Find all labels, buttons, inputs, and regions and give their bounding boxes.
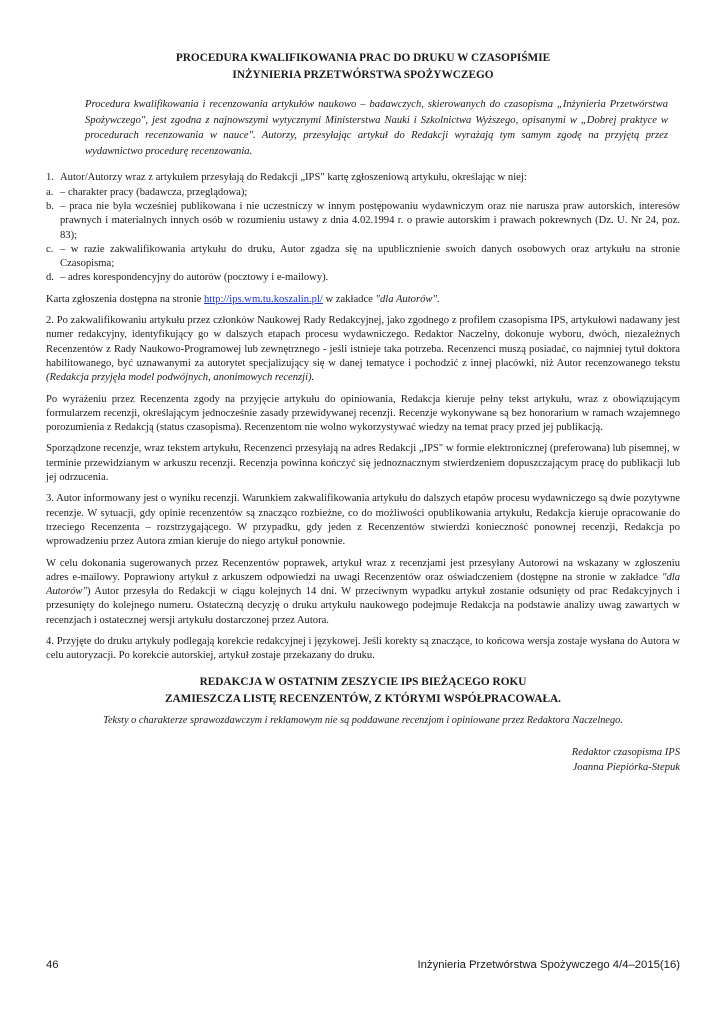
journal-citation: Inżynieria Przetwórstwa Spożywczego 4/4–2015(16) [417,959,680,971]
signature-role: Redaktor czasopisma IPS [571,746,680,758]
intro-paragraph: Procedura kwalifikowania i recenzowania artykułów naukowo – badawczych, skierowanych do czasopisma „Inżynieria Przetwórstwa Spożywczego", jest zgodna z najnowszymi wytycznymi Ministerstwa Nauki i Szkolnictwa Wyższego, opisanymi w „Dobrej praktyce w procedurach recenzowania w nauce". Autorzy, przesyłając artykuł do Redakcji wyrażają tym samym zgodę na przyjętą przez wydawnictwo procedurę recenzowania. [85,99,668,157]
card-end: . [436,293,440,305]
section-2-paragraph-2: Po wyrażeniu przez Recenzenta zgody na przyjęcie artykułu do opiniowania, Redakcja kieruje pełny tekst artykułu, wraz z obowiązującym formularzem recenzji, określającym jednocześnie zasady przewidywanej recenzji. Recenzje wykonywane są bez honorarium w ramach wzajemnego porozumienia z Redakcją (status czasopisma). Recenzentom nie wolno wykorzystywać wiedzy na temat pracy przed jej publikacją. [46,393,680,434]
page-number: 46 [46,959,59,971]
announcement-line-1: REDAKCJA W OSTATNIM ZESZYCIE IPS BIEŻĄCEGO ROKU [199,675,527,688]
page-title [46,50,680,84]
list-item-text: – adres korespondencyjny do autorów (pocztowy i e-mailowy). [60,272,329,284]
section-1-text: Autor/Autorzy wraz z artykułem przesyłają do Redakcji „IPS" kartę zgłoszeniową artykułu, określając w niej: [60,172,527,184]
list-item-label: c. [46,243,54,255]
card-tab-name: "dla Autorów" [375,293,437,305]
section-4-paragraph: 4. Przyjęte do druku artykuły podlegają korekcie redakcyjnej i językowej. Jeśli korekty są znaczące, to końcowa wersja zostaje wysłana do Autora w celu autoryzacji. Po korekcie autorskiej, artykuł zostaje przekazany do druku. [46,635,680,662]
list-item-label: a. [46,186,54,198]
section-3-text-start: W celu dokonania sugerowanych przez Recenzentów poprawek, artykuł wraz z recenzjami jest przesyłany Autorowi na wskazany w zgłoszeniu adres e-mailowy. Poprawiony artykuł z arkuszem odpowiedzi na uwagi Recenzentów oraz oświadczeniem (dostępne na stronie w zakładce [46,557,680,583]
section-2-paragraph-3: Sporządzone recenzje, wraz tekstem artykułu, Recenzenci przesyłają na adres Redakcji „IPS" w formie elektronicznej (preferowana) lub pisemnej, w terminie przewidzianym w arkuszu recenzji. Recenzja powinna kończyć się jednoznacznym stwierdzeniem dopuszczającym pracę do publikacji lub jej odrzucenia. [46,443,680,484]
section-2-paragraph-1 [46,314,680,385]
list-item-label: b. [46,200,54,212]
signature-block [46,745,680,775]
non-review-note: Teksty o charakterze sprawozdawczym i reklamowym nie są poddawane recenzjom i opiniowane przez Redaktora Naczelnego. [103,714,623,726]
document-page [46,50,680,775]
list-item-c [46,243,680,272]
authors-tab-name: "dla Autorów" [46,571,680,598]
page-footer [46,959,680,974]
section-2-main-text: 2. Po zakwalifikowaniu artykułu przez członków Naukowej Rady Redakcyjnej, jako zgodnego z profilem czasopisma IPS, artykułowi nadawany jest numer redakcyjny, identyfikujący go w dalszych etapach procesu wydawniczego. Redaktor Naczelny, dokonuje wyboru, dwóch, niezależnych Recenzentów z Rady Naukowo-Programowej lub zewnętrznego - jeśli istnieje taka potrzeba. Recenzenci muszą posiadać, co najmniej tytuł doktora habilitowanego, być uznawanymi za autorytet specjalizujący się w danej tematyce i pochodzić z innej placówki, niż Autor recenzowanego tekstu [46,315,680,369]
section-3-paragraph-1: 3. Autor informowany jest o wyniku recenzji. Warunkiem zakwalifikowania artykułu do dalszych etapów procesu wydawniczego są dwie pozytywne recenzje. W sytuacji, gdy opinie recenzentów są znacząco rozbieżne, co do możliwości opublikowania artykułu, Redakcja kieruje opracowanie do trzeciego Recenzenta – rozstrzygającego. W przypadku, gdy jeden z Recenzentów stwierdzi konieczność ponownej recenzji, Redakcja po wprowadzeniu przez Autora zmian kieruje do niego artykuł ponownie. [46,493,680,548]
section-3-text-end: ) Autor przesyła do Redakcji w ciągu kolejnych 14 dni. W przeciwnym wypadku artykuł zostanie odsunięty od prac Redakcyjnych i przesunięty do kolejnego numeru. Ostateczną decyzję o druku artykułu naukowego podejmuje Redakcja na podstawie analizy uwag zawartych w recenzjach i ostatecznej wersji artykułu dostarczonej przez Autora. [46,586,680,626]
reviewers-list-announcement [46,674,680,708]
title-line-2: INŻYNIERIA PRZETWÓRSTWA SPOŻYWCZEGO [232,69,494,81]
announcement-line-2: ZAMIESZCZA LISTĘ RECENZENTÓW, Z KTÓRYMI WSPÓŁPRACOWAŁA. [164,692,562,705]
section-3-paragraph-2 [46,557,680,628]
document-body [46,171,680,663]
journal-website-link[interactable]: http://ips.wm.tu.koszalin.pl/ [203,293,323,305]
section-1-heading [46,171,680,185]
list-item-text: – w razie zakwalifikowania artykułu do druku, Autor zgadza się na upublicznienie swoich danych osobowych oraz artykułu na stronie Czasopisma; [60,243,680,270]
list-item-d [46,271,680,285]
list-item-b [46,200,680,243]
card-mid: w zakładce [322,293,376,305]
card-prefix: Karta zgłoszenia dostępna na stronie [46,293,204,305]
section-1-label: 1. [46,172,54,184]
list-item-a [46,186,680,200]
card-availability-paragraph [46,293,680,307]
title-line-1: PROCEDURA KWALIFIKOWANIA PRAC DO DRUKU W CZASOPIŚMIE [175,52,551,64]
signature-name: Joanna Piepiórka-Stepuk [572,761,680,773]
list-item-text: – praca nie była wcześniej publikowana i nie uczestniczy w innym postępowaniu wydawniczym oraz nie narusza praw autorskich, interesów prawnych i materialnych innych osób w rozumieniu ustawy z dnia 4.02.1994 r. o prawie autorskim i prawach pokrewnych (Dz. U. Nr 24, poz. 83); [60,200,680,241]
list-item-text: – charakter pracy (badawcza, przeglądowa); [60,186,248,198]
review-model-note: (Redakcja przyjęła model podwójnych, anonimowych recenzji). [46,372,315,384]
list-item-label: d. [46,272,54,284]
